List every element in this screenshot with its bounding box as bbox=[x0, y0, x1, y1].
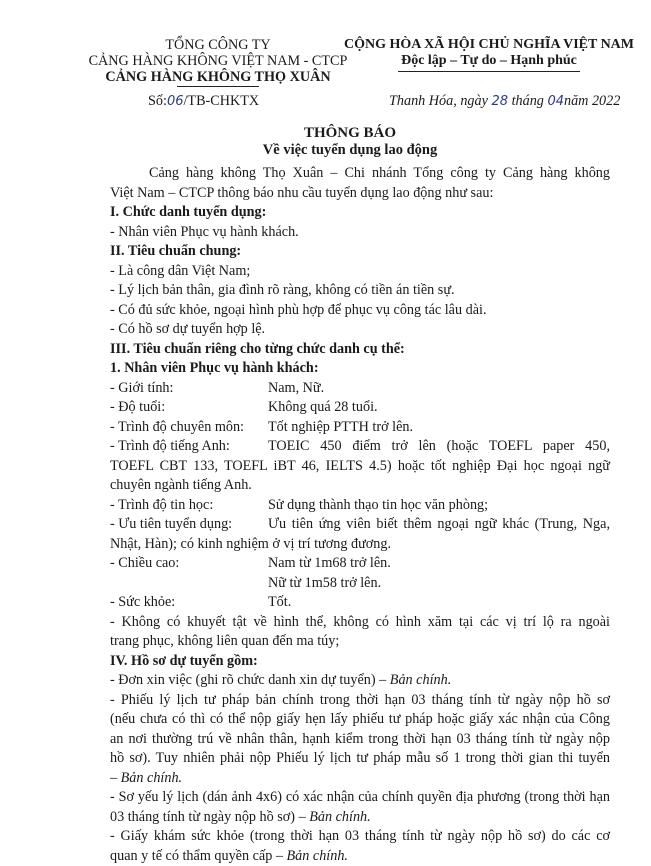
doc-title: THÔNG BÁO bbox=[0, 124, 651, 142]
list-item-cont: 03 tháng tính từ ngày nộp hồ sơ) – Bản chính. bbox=[110, 808, 610, 828]
section-4-heading: IV. Hồ sơ dự tuyển gồm: bbox=[110, 652, 610, 672]
doc-body bbox=[110, 164, 610, 866]
list-item: - Nhân viên Phục vụ hành khách. bbox=[110, 223, 610, 243]
other-requirement-cont: trang phục, không liên quan đến ma túy; bbox=[110, 632, 610, 652]
english-row-cont: TOEFL CBT 133, TOEFL iBT 46, IELTS 4.5) hoặc tốt nghiệp Đại học ngoại ngữ bbox=[110, 457, 610, 477]
date-day-handwritten: 28 bbox=[491, 94, 508, 109]
doc-number-handwritten: 06 bbox=[167, 94, 184, 109]
english-row-cont: chuyên ngành tiếng Anh. bbox=[110, 476, 610, 496]
age-row: - Độ tuổi: Không quá 28 tuổi. bbox=[110, 398, 610, 418]
english-row: - Trình độ tiếng Anh: TOEIC 450 điểm trở lên (hoặc TOEFL paper 450, bbox=[110, 437, 610, 457]
section-3-heading: III. Tiêu chuẩn riêng cho từng chức danh cụ thể: bbox=[110, 340, 610, 360]
height-row: - Chiều cao: Nam từ 1m68 trở lên. bbox=[110, 554, 610, 574]
list-item: - Có hồ sơ dự tuyển hợp lệ. bbox=[110, 320, 610, 340]
list-item: - Phiếu lý lịch tư pháp bản chính trong thời hạn 03 tháng tính từ ngày nộp hồ sơ bbox=[110, 691, 610, 711]
list-item: - Là công dân Việt Nam; bbox=[110, 262, 610, 282]
doc-number: Số:06/TB-CHKTX bbox=[148, 92, 259, 111]
it-row: - Trình độ tin học: Sử dụng thành thạo tin học văn phòng; bbox=[110, 496, 610, 516]
section-1-heading: I. Chức danh tuyển dụng: bbox=[110, 203, 610, 223]
doc-subtitle: Về việc tuyển dụng lao động bbox=[0, 141, 651, 159]
height-row-cont: Nữ từ 1m58 trở lên. bbox=[110, 574, 610, 594]
list-item-cont: (nếu chưa có thì có thể nộp giấy hẹn lấy phiếu tư pháp hoặc giấy xác nhận của Công bbox=[110, 710, 610, 730]
list-item: - Lý lịch bản thân, gia đình rõ ràng, không có tiền án tiền sự. bbox=[110, 281, 610, 301]
org-line-3: CẢNG HÀNG KHÔNG THỌ XUÂN bbox=[84, 68, 352, 86]
list-item: - Đơn xin việc (ghi rõ chức danh xin dự tuyển) – Bản chính. bbox=[110, 671, 610, 691]
nation-line-2: Độc lập – Tự do – Hạnh phúc bbox=[334, 52, 644, 70]
list-item: - Có đủ sức khỏe, ngoại hình phù hợp để phục vụ công tác lâu dài. bbox=[110, 301, 610, 321]
list-item: - Giấy khám sức khỏe (trong thời hạn 03 tháng tính từ ngày nộp hồ sơ) do các cơ bbox=[110, 827, 610, 847]
nation-underline bbox=[398, 71, 580, 72]
intro-line-2: Việt Nam – CTCP thông báo nhu cầu tuyển dụng lao động như sau: bbox=[110, 184, 610, 204]
priority-row-cont: Nhật, Hàn); có kinh nghiệm ở vị trí tương đương. bbox=[110, 535, 610, 555]
date-month-handwritten: 04 bbox=[547, 94, 564, 109]
health-row: - Sức khỏe: Tốt. bbox=[110, 593, 610, 613]
org-line-1: TỔNG CÔNG TY bbox=[88, 36, 348, 54]
education-row: - Trình độ chuyên môn: Tốt nghiệp PTTH trở lên. bbox=[110, 418, 610, 438]
list-item-cont: hồ sơ). Tuy nhiên phải nộp Phiếu lý lịch tư pháp mẫu số 1 trong thời gian thi tuyển bbox=[110, 749, 610, 769]
gender-row: - Giới tính: Nam, Nữ. bbox=[110, 379, 610, 399]
org-underline bbox=[177, 86, 259, 87]
nation-line-1: CỘNG HÒA XÃ HỘI CHỦ NGHĨA VIỆT NAM bbox=[334, 36, 644, 54]
list-item-cont: – Bản chính. bbox=[110, 769, 610, 789]
list-item-cont: quan y tế có thẩm quyền cấp – Bản chính. bbox=[110, 847, 610, 866]
other-requirement: - Không có khuyết tật về hình thể, không có hình xăm tại các vị trí lộ ra ngoài bbox=[110, 613, 610, 633]
section-3-subheading: 1. Nhân viên Phục vụ hành khách: bbox=[110, 359, 610, 379]
list-item: - Sơ yếu lý lịch (dán ảnh 4x6) có xác nhận của chính quyền địa phương (trong thời hạn bbox=[110, 788, 610, 808]
priority-row: - Ưu tiên tuyển dụng: Ưu tiên ứng viên biết thêm ngoại ngữ khác (Trung, Nga, bbox=[110, 515, 610, 535]
list-item-cont: an nơi thường trú về nhân thân, hạnh kiểm trong thời hạn 03 tháng tính từ ngày nộp bbox=[110, 730, 610, 750]
org-line-2: CẢNG HÀNG KHÔNG VIỆT NAM - CTCP bbox=[78, 52, 358, 70]
intro-line-1: Cảng hàng không Thọ Xuân – Chi nhánh Tổng công ty Cảng hàng không bbox=[110, 164, 610, 184]
doc-date: Thanh Hóa, ngày 28 tháng 04năm 2022 bbox=[389, 92, 620, 111]
section-2-heading: II. Tiêu chuẩn chung: bbox=[110, 242, 610, 262]
